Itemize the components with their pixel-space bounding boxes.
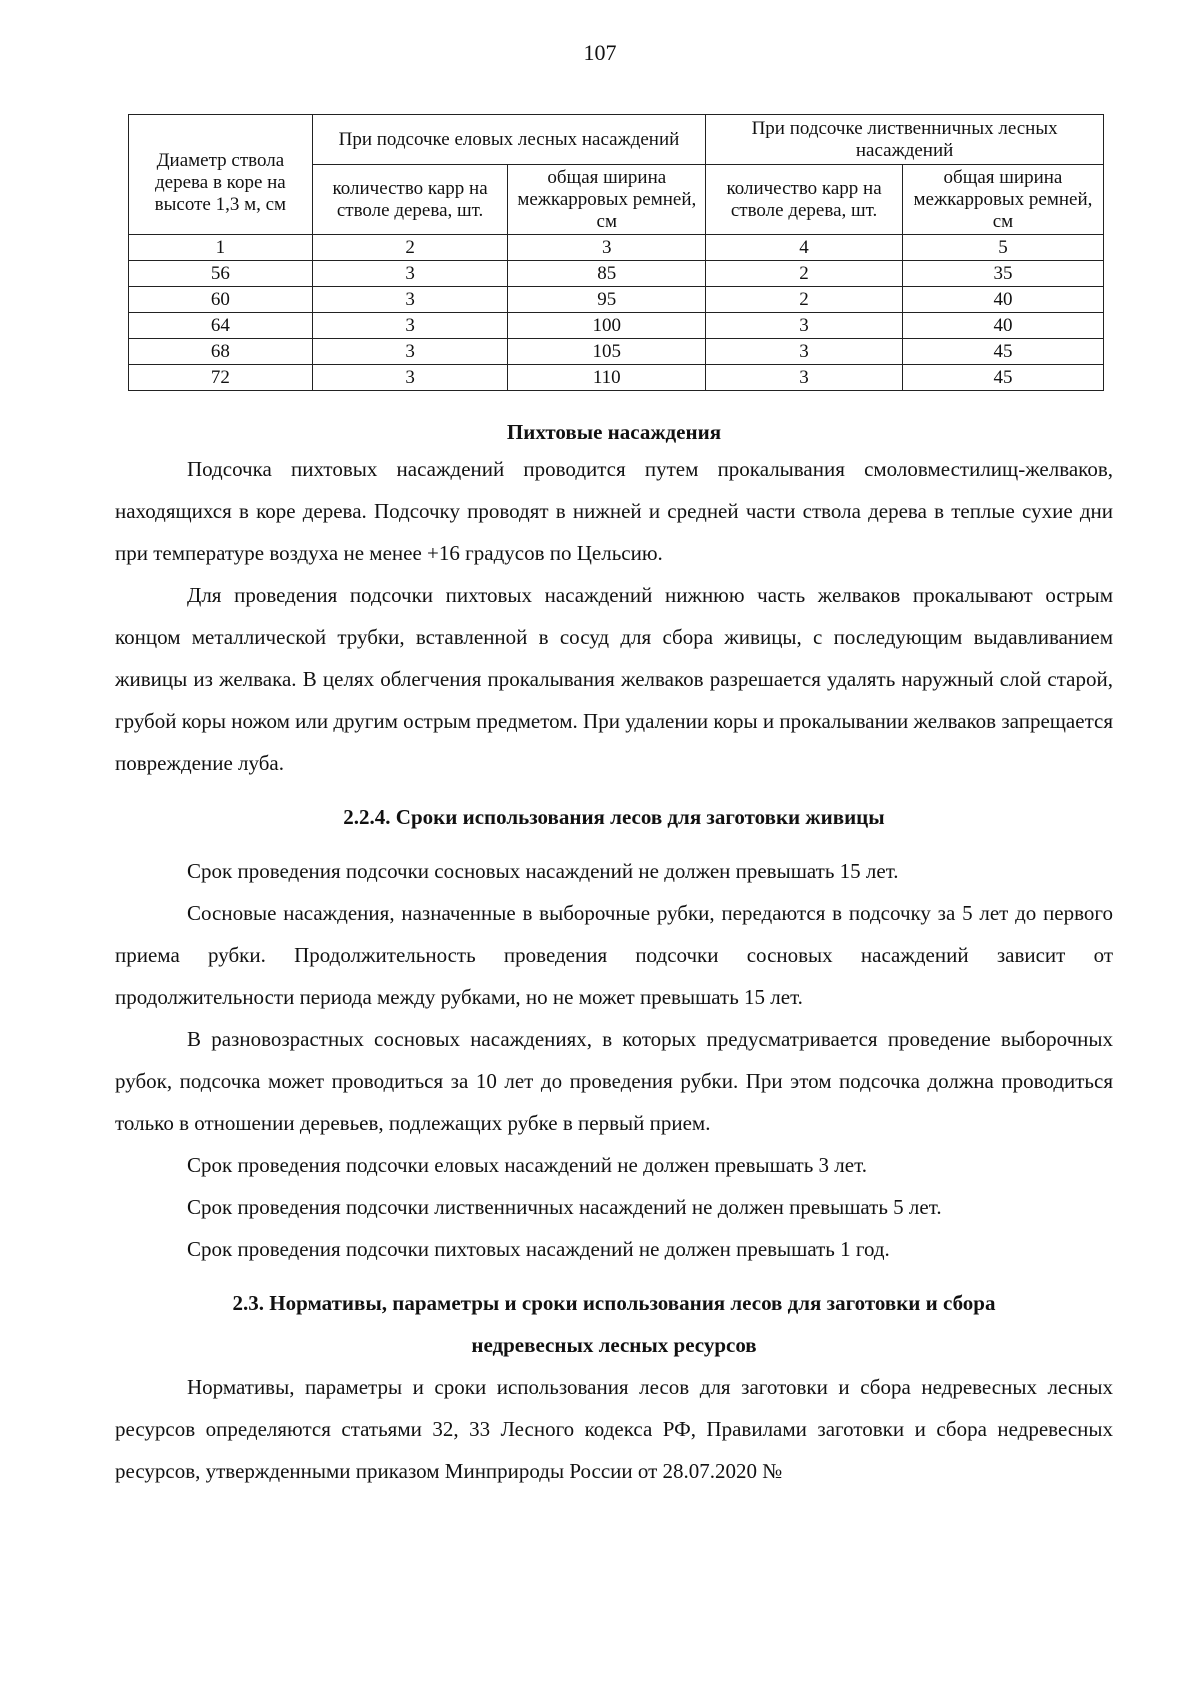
header-width-larch: общая ширина межкарровых ремней, см xyxy=(902,165,1103,235)
table-cell: 45 xyxy=(902,365,1103,391)
section-23-heading: 2.3. Нормативы, параметры и сроки использования лесов для заготовки и сбора недревесных лесных ресурсов xyxy=(232,1291,996,1357)
table-cell: 3 xyxy=(706,365,903,391)
table-cell: 100 xyxy=(508,313,706,339)
header-count-larch: количество карр на стволе дерева, шт. xyxy=(706,165,903,235)
fir-paragraph-1: Подсочка пихтовых насаждений проводится путем прокалывания смоловместилищ-желваков, находящихся в коре дерева. Подсочку проводят в нижней и средней части ствола дерева в теплые сухие дни при температуре воздуха не менее +16 градусов по Цельсию. xyxy=(115,457,1113,565)
table-cell: 45 xyxy=(902,339,1103,365)
table-cell: 3 xyxy=(312,365,508,391)
table-row xyxy=(129,287,1104,313)
section-224-heading: 2.2.4. Сроки использования лесов для заготовки живицы xyxy=(343,805,885,829)
fir-heading: Пихтовые насаждения xyxy=(506,420,722,444)
page-number: 107 xyxy=(583,40,617,65)
table-cell: 95 xyxy=(508,287,706,313)
header-group-larch: При подсочке лиственничных лесных насаждений xyxy=(706,115,1104,165)
table-cell: 3 xyxy=(312,287,508,313)
column-number: 4 xyxy=(706,235,903,261)
table-cell: 60 xyxy=(129,287,313,313)
section-224-paragraph-4: Срок проведения подсочки еловых насаждений не должен превышать 3 лет. xyxy=(187,1153,867,1177)
header-group-spruce: При подсочке еловых лесных насаждений xyxy=(312,115,705,165)
table-cell: 40 xyxy=(902,287,1103,313)
document-body xyxy=(115,416,1113,1492)
table-cell: 3 xyxy=(706,313,903,339)
column-number: 3 xyxy=(508,235,706,261)
column-number: 5 xyxy=(902,235,1103,261)
column-number: 2 xyxy=(312,235,508,261)
header-width-spruce: общая ширина межкарровых ремней, см xyxy=(508,165,706,235)
resin-tapping-table xyxy=(128,114,1104,391)
table-cell: 56 xyxy=(129,261,313,287)
table-cell: 110 xyxy=(508,365,706,391)
table-cell: 64 xyxy=(129,313,313,339)
header-diameter: Диаметр ствола дерева в коре на высоте 1,3 м, см xyxy=(129,115,313,235)
fir-paragraph-2: Для проведения подсочки пихтовых насаждений нижнюю часть желваков прокалывают острым концом металлической трубки, вставленной в сосуд для сбора живицы, с последующим выдавливанием живицы из желвака. В целях облегчения прокалывания желваков разрешается удалять наружный слой старой, грубой коры ножом или другим острым предметом. При удалении коры и прокалывании желваков запрещается повреждение луба. xyxy=(115,583,1113,775)
table-row xyxy=(129,339,1104,365)
table-row xyxy=(129,313,1104,339)
section-224-paragraph-5: Срок проведения подсочки лиственничных насаждений не должен превышать 5 лет. xyxy=(187,1195,942,1219)
table-cell: 3 xyxy=(312,261,508,287)
header-count-spruce: количество карр на стволе дерева, шт. xyxy=(312,165,508,235)
section-224-paragraph-3: В разновозрастных сосновых насаждениях, в которых предусматривается проведение выборочных рубок, подсочка может проводиться за 10 лет до проведения рубки. При этом подсочка должна проводиться только в отношении деревьев, подлежащих рубке в первый прием. xyxy=(115,1027,1113,1135)
table-row xyxy=(129,365,1104,391)
table-cell: 40 xyxy=(902,313,1103,339)
table-cell: 35 xyxy=(902,261,1103,287)
column-number: 1 xyxy=(129,235,313,261)
table-cell: 68 xyxy=(129,339,313,365)
section-23-paragraph-1: Нормативы, параметры и сроки использования лесов для заготовки и сбора недревесных лесных ресурсов определяются статьями 32, 33 Лесного кодекса РФ, Правилами заготовки и сбора недревесных ресурсов, утвержденными приказом Минприроды России от 28.07.2020 № xyxy=(115,1375,1113,1483)
table-cell: 72 xyxy=(129,365,313,391)
table-cell: 3 xyxy=(312,313,508,339)
table-cell: 105 xyxy=(508,339,706,365)
table-cell: 85 xyxy=(508,261,706,287)
table-cell: 2 xyxy=(706,287,903,313)
section-224-paragraph-1: Срок проведения подсочки сосновых насаждений не должен превышать 15 лет. xyxy=(187,859,899,883)
table-cell: 2 xyxy=(706,261,903,287)
section-224-paragraph-2: Сосновые насаждения, назначенные в выборочные рубки, передаются в подсочку за 5 лет до первого приема рубки. Продолжительность проведения подсочки сосновых насаждений зависит от продолжительности периода между рубками, но не может превышать 15 лет. xyxy=(115,901,1113,1009)
table-cell: 3 xyxy=(312,339,508,365)
table-row xyxy=(129,261,1104,287)
table-cell: 3 xyxy=(706,339,903,365)
section-224-paragraph-6: Срок проведения подсочки пихтовых насаждений не должен превышать 1 год. xyxy=(187,1237,890,1261)
column-number-row xyxy=(129,235,1104,261)
